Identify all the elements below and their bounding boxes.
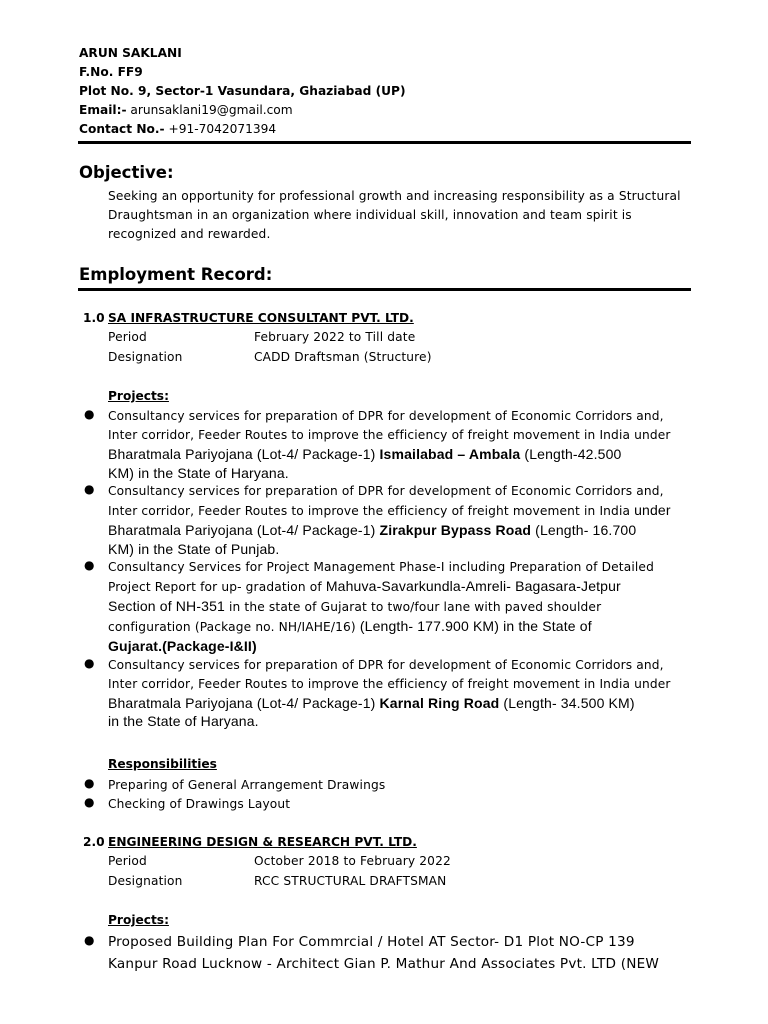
bullet: ● (84, 655, 95, 670)
designation-label: Designation (108, 874, 183, 888)
designation-label: Designation (108, 350, 183, 364)
email-line (79, 101, 406, 120)
project-text: Mahuva-Savarkundla-Amreli- Bagasara-Jetpur (325, 578, 621, 594)
project-road-name: Ismailabad – Ambala (379, 446, 521, 462)
company-name: ENGINEERING DESIGN & RESEARCH PVT. LTD. (108, 835, 417, 849)
project-text: Bharatmala Pariyojana (Lot-4/ Package-1) (108, 522, 380, 538)
project-text: (Length-42.500 (520, 446, 622, 462)
responsibility-text: Checking of Drawings Layout (108, 797, 291, 811)
project-text: in the state of Gujarat to two/four lane with paved shoulder (224, 600, 602, 614)
period-value: February 2022 to Till date (254, 330, 416, 344)
list-item (84, 656, 696, 731)
project-line: Gujarat.(Package-I&II) (108, 638, 257, 654)
address-line-1: F.No. FF9 (79, 65, 143, 79)
list-item (84, 795, 696, 814)
list-item (84, 931, 696, 975)
designation-row (108, 874, 446, 888)
project-text: (Length- 34.500 KM) (499, 694, 635, 711)
objective-line: Seeking an opportunity for professional growth and increasing responsibility as a Structural (108, 189, 681, 203)
project-text: under (634, 502, 671, 518)
project-text: Bharatmala Pariyojana (Lot-4/ Package-1) (108, 694, 380, 711)
responsibility-list (84, 776, 696, 814)
project-line: Proposed Building Plan For Commrcial / Hotel AT Sector- D1 Plot NO-CP 139 (108, 934, 635, 950)
period-row (108, 330, 415, 344)
phone-value: +91-7042071394 (164, 122, 277, 136)
designation-value: CADD Draftsman (Structure) (254, 350, 432, 364)
project-road-name: Karnal Ring Road (379, 694, 500, 711)
project-line: KM) in the State of Punjab. (108, 540, 280, 557)
employment-title: Employment Record: (79, 265, 273, 284)
project-text: Project Report for up- gradation of (108, 580, 326, 594)
company-name: SA INFRASTRUCTURE CONSULTANT PVT. LTD. (108, 311, 414, 325)
projects-label: Projects: (108, 389, 169, 403)
period-label: Period (108, 330, 147, 344)
divider-top (78, 141, 691, 144)
objective-line: Draughtsman in an organization where individual skill, innovation and team spirit is (108, 208, 632, 222)
objective-line: recognized and rewarded. (108, 227, 271, 241)
project-line: in the State of Haryana. (108, 713, 259, 729)
project-line (108, 617, 696, 637)
project-text: configuration (Package no. NH/IAHE/16) (108, 620, 360, 634)
candidate-name: ARUN SAKLANI (79, 46, 182, 60)
project-line: Consultancy services for preparation of DPR for development of Economic Corridors and, (108, 657, 664, 672)
contact-block (79, 44, 406, 139)
objective-text (108, 187, 698, 244)
project-line: Inter corridor, Feeder Routes to improve the efficiency of freight movement in India under (108, 428, 671, 442)
designation-row (108, 350, 432, 364)
bullet: ● (84, 776, 95, 790)
project-line: Consultancy services for preparation of DPR for development of Economic Corridors and, (108, 409, 664, 423)
project-line (108, 445, 696, 464)
company-heading (83, 835, 417, 849)
company-heading (83, 311, 414, 325)
list-item (84, 482, 696, 558)
period-value: October 2018 to February 2022 (254, 854, 451, 868)
projects-label: Projects: (108, 913, 169, 927)
phone-line (79, 120, 406, 139)
list-item (84, 407, 696, 482)
responsibilities-label: Responsibilities (108, 757, 217, 771)
period-label: Period (108, 854, 147, 868)
project-line: Inter corridor, Feeder Routes to improve the efficiency of freight movement in India under (108, 676, 671, 691)
project-line: Kanpur Road Lucknow - Architect Gian P. Mathur And Associates Pvt. LTD (NEW (108, 956, 660, 972)
project-text: Section of NH-351 (108, 598, 225, 614)
bullet: ● (84, 482, 95, 496)
email-label: Email:- (79, 103, 127, 117)
project-line: Consultancy Services for Project Management Phase-I including Preparation of Detailed (108, 560, 654, 574)
project-list (84, 931, 696, 975)
bullet: ● (84, 558, 95, 572)
phone-label: Contact No.- (79, 122, 165, 136)
address-line-2: Plot No. 9, Sector-1 Vasundara, Ghaziabad (UP) (79, 84, 406, 98)
bullet: ● (84, 407, 95, 421)
project-line (108, 521, 696, 540)
project-line (108, 694, 696, 713)
project-line (108, 597, 696, 617)
project-text: Inter corridor, Feeder Routes to improve the efficiency of freight movement in India (108, 504, 635, 518)
project-line (108, 577, 696, 597)
bullet: ● (84, 933, 95, 947)
project-text: (Length- 16.700 (531, 522, 637, 538)
designation-value: RCC STRUCTURAL DRAFTSMAN (254, 874, 447, 888)
company-number: 2.0 (83, 835, 105, 849)
project-text: Bharatmala Pariyojana (Lot-4/ Package-1) (108, 446, 380, 462)
list-item (84, 558, 696, 656)
divider-employment (78, 288, 691, 291)
period-row (108, 854, 451, 868)
company-number: 1.0 (83, 311, 105, 325)
email-value: arunsaklani19@gmail.com (126, 103, 293, 117)
list-item (84, 776, 696, 795)
bullet: ● (84, 795, 95, 809)
responsibility-text: Preparing of General Arrangement Drawings (108, 778, 386, 792)
project-text: (Length- 177.900 KM) in the State of (359, 618, 592, 634)
project-line (108, 501, 696, 521)
project-list (84, 407, 696, 731)
project-line: KM) in the State of Haryana. (108, 464, 289, 481)
objective-title: Objective: (79, 163, 174, 182)
project-road-name: Zirakpur Bypass Road (379, 522, 532, 538)
project-line: Consultancy services for preparation of DPR for development of Economic Corridors and, (108, 484, 664, 498)
